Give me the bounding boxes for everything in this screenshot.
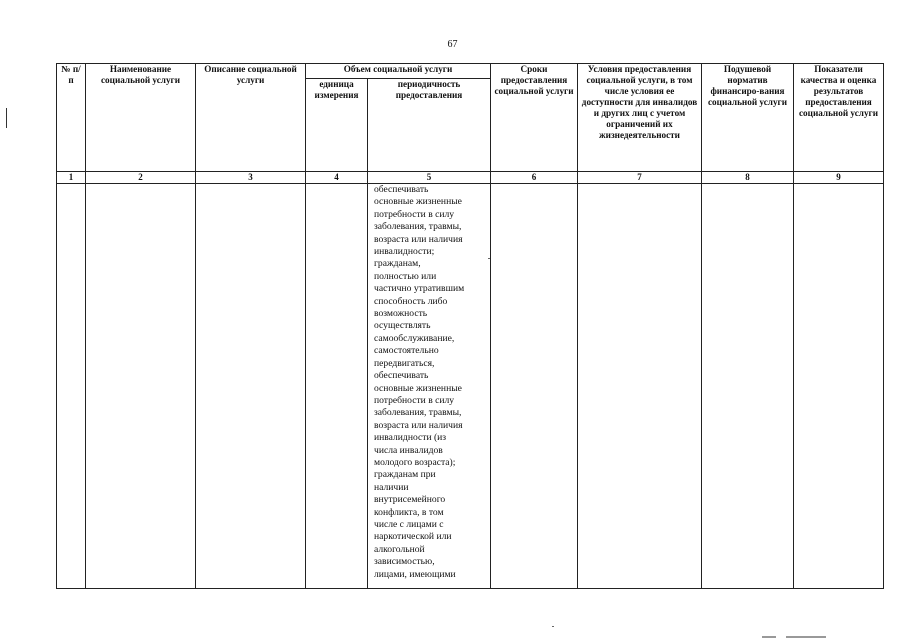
- social-services-table: [56, 63, 884, 589]
- header-service-terms: Сроки предоставления социальной услуги: [491, 64, 578, 172]
- header-unit: единица измерения: [306, 79, 368, 172]
- cell-periodicity: [368, 184, 491, 589]
- scan-speck: [488, 258, 490, 259]
- scan-edge-mark: [762, 636, 776, 638]
- column-number: 8: [702, 172, 794, 184]
- page-number: 67: [447, 39, 458, 50]
- table-row: [57, 184, 884, 589]
- column-number: 3: [196, 172, 306, 184]
- cell-service-name: [86, 184, 196, 589]
- column-number-row: [57, 172, 884, 184]
- header-periodicity: периодичность предоставления: [368, 79, 491, 172]
- column-number: 4: [306, 172, 368, 184]
- header-row: [57, 64, 884, 79]
- cell-unit: [306, 184, 368, 589]
- scan-margin-mark: [6, 108, 7, 128]
- cell-quality-indicators: [794, 184, 884, 589]
- header-service-conditions: Условия предоставления социальной услуги, в том числе условия ее доступности для инвалидов и других лиц с учетом ограничений их жизнедеятельности: [578, 64, 702, 172]
- periodicity-text: обеспечивать основные жизненные потребности в силу заболевания, травмы, возраста или наличия инвалидности; гражданам, полностью или частично утратившим способность либо возможность осуществлять самообслуживание, самостоятельно передвигаться, обеспечивать основные жизненные потребности в силу заболевания, травмы, возраста или наличия инвалидности (из числа инвалидов молодого возраста); гражданам при наличии внутрисемейного конфликта, в том числе с лицами с наркотической или алкогольной зависимостью, лицами, имеющими: [374, 184, 465, 580]
- scan-speck: [552, 626, 554, 627]
- column-number: 6: [491, 172, 578, 184]
- cell-number: [57, 184, 86, 589]
- column-number: 5: [368, 172, 491, 184]
- scan-edge-mark: [786, 636, 826, 638]
- column-number: 9: [794, 172, 884, 184]
- header-per-capita-standard: Подушевой норматив финансиро-вания социальной услуги: [702, 64, 794, 172]
- cell-per-capita-standard: [702, 184, 794, 589]
- cell-service-terms: [491, 184, 578, 589]
- column-number: 2: [86, 172, 196, 184]
- header-service-volume: Объем социальной услуги: [306, 64, 491, 79]
- column-number: 7: [578, 172, 702, 184]
- header-quality-indicators: Показатели качества и оценка результатов предоставления социальной услуги: [794, 64, 884, 172]
- header-number: № п/п: [57, 64, 86, 172]
- header-service-description: Описание социальной услуги: [196, 64, 306, 172]
- cell-service-description: [196, 184, 306, 589]
- column-number: 1: [57, 172, 86, 184]
- cell-service-conditions: [578, 184, 702, 589]
- header-service-name: Наименование социальной услуги: [86, 64, 196, 172]
